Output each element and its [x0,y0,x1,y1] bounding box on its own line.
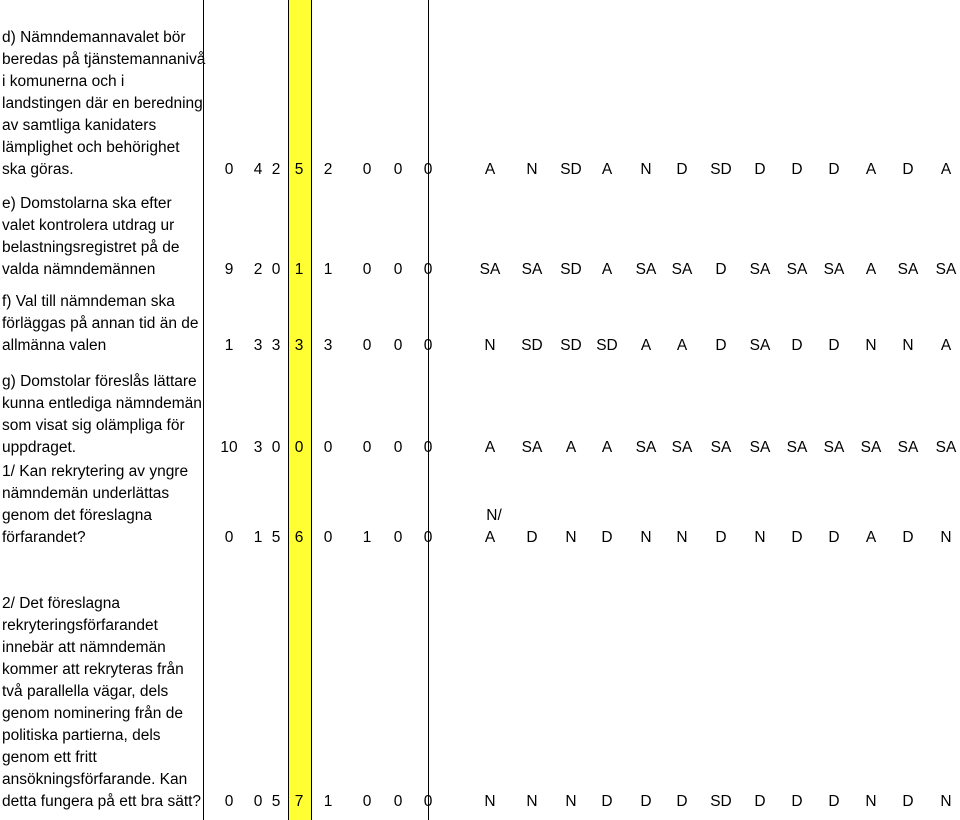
response-code-cell: A [601,161,613,178]
count-cell: 3 [271,337,281,354]
table-row [0,549,960,813]
response-code-cell: SD [596,337,618,354]
count-cell: 2 [271,161,281,178]
response-code-cell: A [484,439,496,456]
response-code-cell: SD [710,161,732,178]
question-text: g) Domstolar föreslås lättare kunna entlediga nämndemän som visat sig olämpliga för uppdraget. [2,373,202,456]
response-code-cell: D [902,161,914,178]
count-cell: 10 [220,439,238,456]
response-code-cell: D [902,529,914,546]
count-cell: 0 [224,793,234,810]
count-cell: 0 [393,161,403,178]
response-code-cell: D [601,793,613,810]
count-cell: 1 [362,529,372,546]
count-cell: 0 [271,439,281,456]
response-code-cell: A [565,439,577,456]
response-code-cell: SA [786,261,808,278]
response-code-cell: A [865,261,877,278]
response-code-cell: N [484,793,496,810]
count-cell: 5 [271,793,281,810]
response-code-cell: N [526,793,538,810]
count-cell: 0 [393,261,403,278]
response-code-cell: SA [635,261,657,278]
response-code-cell: SA [671,439,693,456]
count-cell: 1 [323,793,333,810]
count-cell: 0 [393,529,403,546]
response-code-cell: SD [560,161,582,178]
response-code-cell: N [902,337,914,354]
response-code-cell: D [791,529,803,546]
count-cell: 0 [362,261,372,278]
response-code-cell: A [865,529,877,546]
response-code-cell: N [940,529,952,546]
response-code-cell: SA [749,261,771,278]
question-text: 2/ Det föreslagna rekryteringsförfarandet innebär att nämndemän kommer att rekryteras från två parallella vägar, dels genom nominering från de politiska partierna, dels genom ett fritt ansökningsförfarande. Kan detta fungera på ett bra sätt? [2,595,202,810]
response-code-cell: SA [897,261,919,278]
response-code-cell: A [601,439,613,456]
response-code-cell: SA [860,439,882,456]
response-code-cell: SA [749,337,771,354]
response-code-cell: D [754,161,766,178]
count-cell: 0 [362,337,372,354]
response-code-cell: SA [635,439,657,456]
count-cell: 0 [393,439,403,456]
response-code-cell: SA [935,439,957,456]
response-code-cell: D [828,793,840,810]
response-code-cell: D [715,529,727,546]
response-code-cell: SA [823,439,845,456]
count-cell: 0 [294,439,304,456]
count-cell: 1 [224,337,234,354]
count-cell: 0 [224,161,234,178]
count-cell: 2 [323,161,333,178]
response-code-cell: N [565,793,577,810]
count-cell: 0 [362,439,372,456]
response-code-cell: SA [935,261,957,278]
question-text: f) Val till nämndeman ska förläggas på annan tid än de allmänna valen [2,293,199,354]
count-cell: 0 [423,261,433,278]
table-row [0,281,960,357]
response-code-cell: N [940,793,952,810]
question-text: e) Domstolarna ska efter valet kontrolera utdrag ur belastningsregistret på de valda nämndemännen [2,195,180,278]
response-code-cell: N [676,529,688,546]
response-code-cell: D [640,793,652,810]
response-code-cell: SA [521,439,543,456]
response-code-cell: N [484,337,496,354]
table-row [0,459,960,549]
count-cell: 2 [253,261,263,278]
response-code-cell: D [601,529,613,546]
response-code-cell: A [940,161,952,178]
response-code-cell: N [640,161,652,178]
table-row [0,0,960,181]
response-code-cell: SA [521,261,543,278]
count-cell: 0 [224,529,234,546]
response-code-cell: SA [823,261,845,278]
response-code-cell: D [526,529,538,546]
count-cell: 0 [362,161,372,178]
response-code-cell: SA [749,439,771,456]
count-cell: 0 [423,337,433,354]
count-cell: 0 [323,439,333,456]
count-cell: 6 [294,529,304,546]
response-code-cell: SA [479,261,501,278]
response-code-cell: N [565,529,577,546]
response-code-cell: D [828,337,840,354]
response-code-cell: SA [786,439,808,456]
response-code-cell: SA [710,439,732,456]
count-cell: 0 [423,529,433,546]
response-code-cell: A [940,337,952,354]
response-code-cell: N [754,529,766,546]
count-cell: 3 [294,337,304,354]
count-cell: 0 [393,793,403,810]
count-cell: 5 [271,529,281,546]
table-row [0,181,960,281]
count-cell: 1 [323,261,333,278]
response-code-cell: D [676,793,688,810]
response-code-cell: SD [560,261,582,278]
response-code-cell: D [791,337,803,354]
response-code-cell: A [676,337,688,354]
response-code-cell: D [791,793,803,810]
question-text: d) Nämndemannavalet bör beredas på tjänstemannanivå i komunerna och i landstingen där en beredning av samtliga kanidaters lämplighet och behörighet ska göras. [2,29,206,178]
response-code-cell: D [715,337,727,354]
response-code-cell: SA [671,261,693,278]
count-cell: 5 [294,161,304,178]
question-text: 1/ Kan rekrytering av yngre nämndemän underlättas genom det föreslagna förfarandet? [2,463,189,546]
count-cell: 9 [224,261,234,278]
count-cell: 0 [423,161,433,178]
response-code-cell: D [828,161,840,178]
count-cell: 0 [423,439,433,456]
response-code-cell: A [484,529,496,546]
count-cell: 1 [253,529,263,546]
count-cell: 3 [253,439,263,456]
response-code-cell: A [484,161,496,178]
response-code-cell: N [640,529,652,546]
table-row [0,357,960,459]
count-cell: 0 [423,793,433,810]
response-code-cell: SD [560,337,582,354]
count-cell: 0 [362,793,372,810]
count-cell: 4 [253,161,263,178]
count-cell: 1 [294,261,304,278]
response-code-cell: N [526,161,538,178]
response-code-cell: D [676,161,688,178]
response-code-cell: A [640,337,652,354]
count-cell: 7 [294,793,304,810]
response-code-cell: SD [710,793,732,810]
count-cell: 3 [323,337,333,354]
response-code-cell: D [902,793,914,810]
response-code-cell: D [828,529,840,546]
count-cell: 0 [253,793,263,810]
response-code-cell: SA [897,439,919,456]
count-cell: 0 [271,261,281,278]
response-code-cell: D [754,793,766,810]
response-code-cell: A [865,161,877,178]
response-code-cell: A [601,261,613,278]
count-cell: 0 [323,529,333,546]
response-code-cell: SD [521,337,543,354]
count-cell: 3 [253,337,263,354]
response-code-cell: N [865,337,877,354]
response-code-cell: N [865,793,877,810]
response-code-cell: D [715,261,727,278]
response-code-cell: N/ [486,507,502,524]
response-code-cell: D [791,161,803,178]
count-cell: 0 [393,337,403,354]
